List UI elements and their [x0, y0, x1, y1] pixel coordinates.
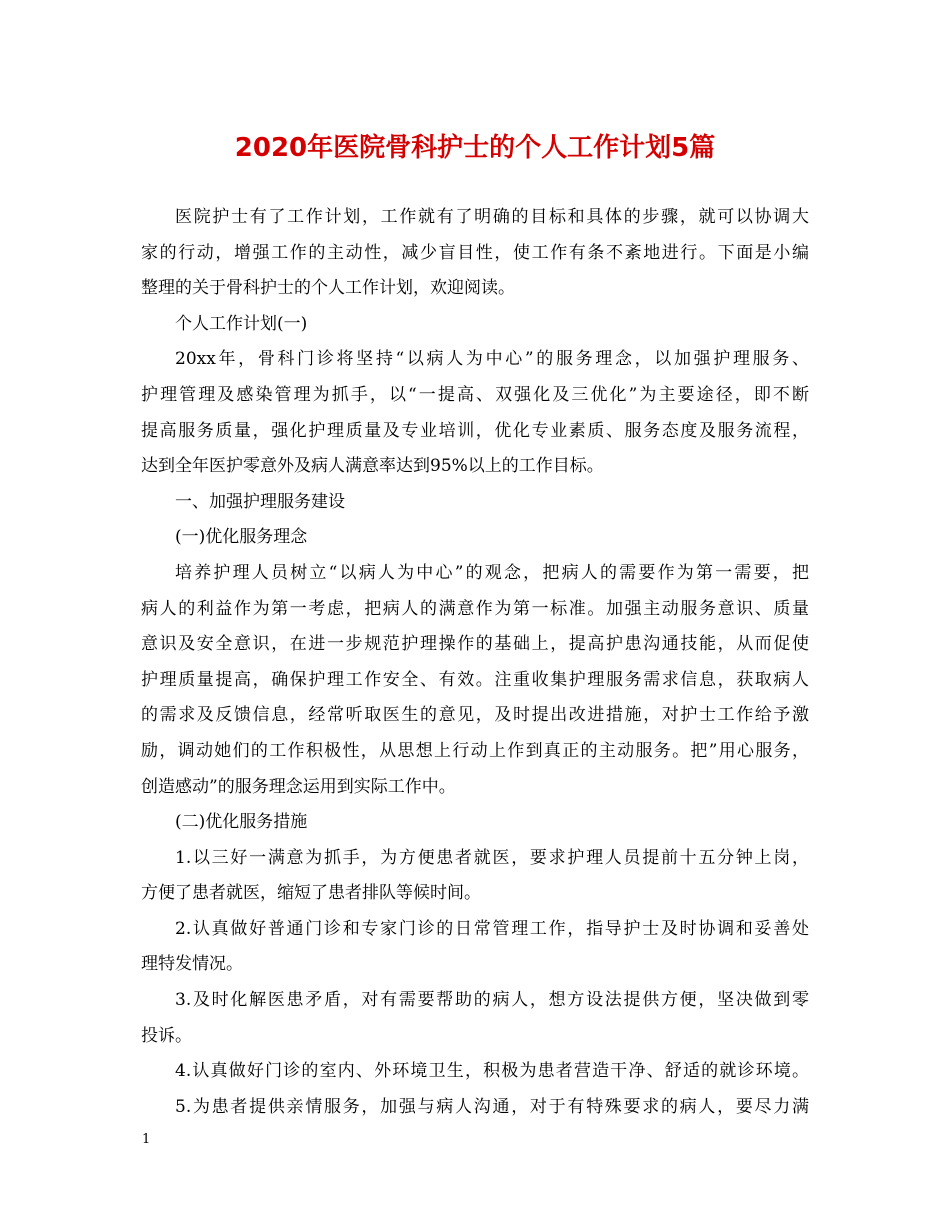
paragraph-line: 护理质量提高，确保护理工作安全、有效。注重收集护理服务需求信息，获取病人 — [141, 669, 809, 690]
paragraph-line: (一)优化服务理念 — [175, 527, 308, 548]
paragraph-line: 3.及时化解医患矛盾，对有需要帮助的病人，想方设法提供方便，坚决做到零 — [175, 990, 809, 1011]
paragraph-line: (二)优化服务措施 — [175, 812, 308, 833]
paragraph-line: 理特发情况。 — [141, 954, 243, 975]
paragraph-line: 培养护理人员树立“以病人为中心”的观念，把病人的需要作为第一需要，把 — [175, 562, 809, 583]
paragraph-line: 的需求及反馈信息，经常听取医生的意见，及时提出改进措施，对护士工作给予激 — [141, 705, 809, 726]
paragraph-line: 创造感动”的服务理念运用到实际工作中。 — [141, 776, 456, 797]
paragraph-line: 20xx年，骨科门诊将坚持“以病人为中心”的服务理念，以加强护理服务、 — [175, 349, 809, 370]
paragraph-line: 2.认真做好普通门诊和专家门诊的日常管理工作，指导护士及时协调和妥善处 — [175, 918, 809, 939]
paragraph-line: 4.认真做好门诊的室内、外环境卫生，积极为患者营造干净、舒适的就诊环境。 — [175, 1061, 809, 1082]
paragraph-line: 投诉。 — [141, 1025, 192, 1046]
paragraph-line: 提高服务质量，强化护理质量及专业培训，优化专业素质、服务态度及服务流程， — [141, 420, 809, 441]
document-title: 2020年医院骨科护士的个人工作计划5篇 — [234, 133, 716, 163]
paragraph-line: 达到全年医护零意外及病人满意率达到95%以上的工作目标。 — [141, 456, 604, 477]
paragraph-line: 家的行动，增强工作的主动性，减少盲目性，使工作有条不紊地进行。下面是小编 — [141, 242, 809, 263]
paragraph-line: 1.以三好一满意为抓手，为方便患者就医，要求护理人员提前十五分钟上岗， — [175, 847, 809, 868]
paragraph-line: 方便了患者就医，缩短了患者排队等候时间。 — [141, 883, 481, 904]
document-body — [141, 200, 809, 1125]
paragraph-line: 励，调动她们的工作积极性，从思想上行动上作到真正的主动服务。把”用心服务， — [141, 740, 809, 761]
paragraph-line: 意识及安全意识，在进一步规范护理操作的基础上，提高护患沟通技能，从而促使 — [141, 634, 809, 655]
page-number: 1 — [142, 1132, 151, 1147]
paragraph-line: 个人工作计划(一) — [175, 313, 308, 334]
paragraph-line: 一、加强护理服务建设 — [175, 491, 345, 512]
paragraph-line: 整理的关于骨科护士的个人工作计划，欢迎阅读。 — [141, 278, 515, 299]
paragraph-line: 护理管理及感染管理为抓手，以“一提高、双强化及三优化”为主要途径，即不断 — [141, 384, 809, 405]
paragraph-line: 5.为患者提供亲情服务，加强与病人沟通，对于有特殊要求的病人，要尽力满 — [175, 1096, 809, 1117]
paragraph-line: 医院护士有了工作计划，工作就有了明确的目标和具体的步骤，就可以协调大 — [175, 207, 809, 227]
paragraph-line: 病人的利益作为第一考虑，把病人的满意作为第一标准。加强主动服务意识、质量 — [141, 598, 809, 619]
